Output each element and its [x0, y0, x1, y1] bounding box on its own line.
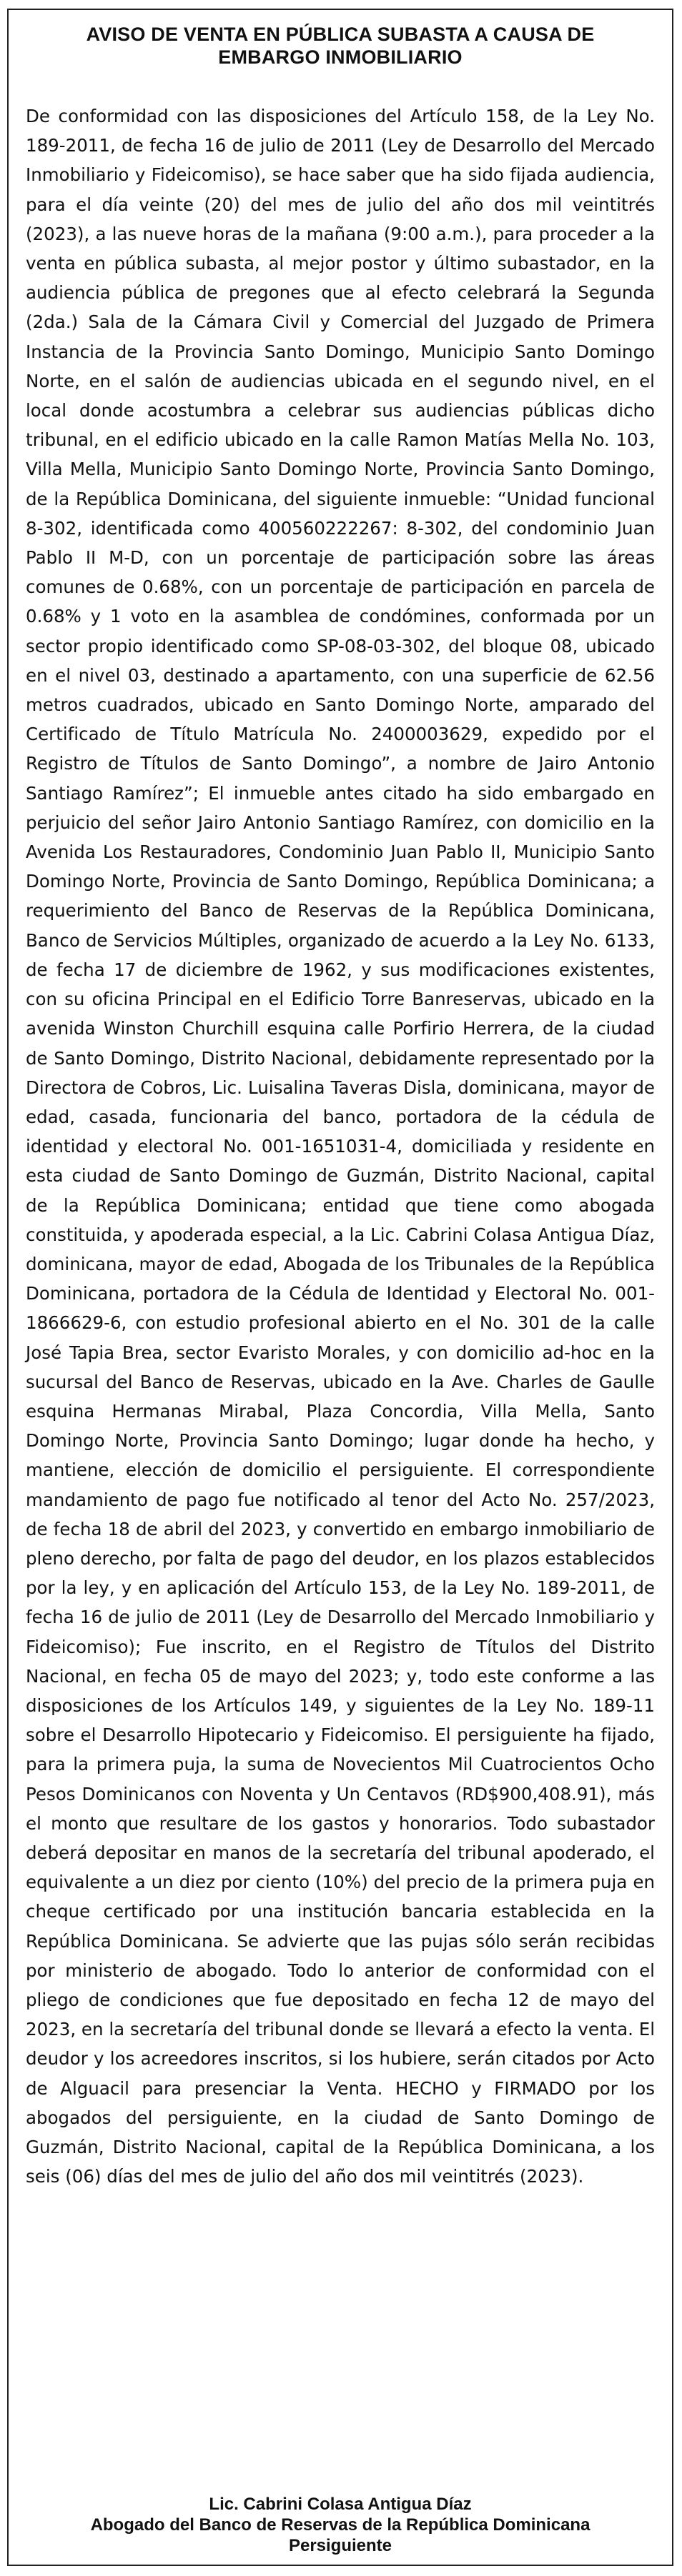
signature-party: Persiguiente — [288, 2536, 392, 2555]
legal-notice — [7, 9, 673, 2566]
notice-title-line-2: EMBARGO INMOBILIARIO — [218, 46, 463, 68]
signature-block — [9, 2494, 672, 2556]
signature-role: Abogado del Banco de Reservas de la República Dominicana — [90, 2515, 590, 2535]
notice-title-line-1: AVISO DE VENTA EN PÚBLICA SUBASTA A CAUSA DE — [86, 24, 595, 45]
signature-name: Lic. Cabrini Colasa Antigua Díaz — [209, 2495, 472, 2514]
notice-title — [37, 23, 643, 69]
notice-body: De conformidad con las disposiciones del Artículo 158, de la Ley No. 189-2011, de fecha 16 de julio de 2011 (Ley de Desarrollo del Mercado Inmobiliario y Fideicomiso), se hace saber que ha sido fijada audiencia, para el día veinte (20) del mes de julio del año dos mil veintitrés (2023), a las nueve horas de la mañana (9:00 a.m.), para proceder a la venta en pública subasta, al mejor postor y último subastador, en la audiencia pública de pregones que al efecto celebrará la Segunda (2da.) Sala de la Cámara Civil y Comercial del Juzgado de Primera Instancia de la Provincia Santo Domingo, Municipio Santo Domingo Norte, en el salón de audiencias ubicada en el segundo nivel, en el local donde acostumbra a celebrar sus audiencias públicas dicho tribunal, en el edificio ubicado en la calle Ramon Matías Mella No. 103, Villa Mella, Municipio Santo Domingo Norte, Provincia Santo Domingo, de la República Dominicana, del siguiente inmueble: “Unidad funcional 8-302, identificada como 400560222267: 8-302, del condominio Juan Pablo II M-D, con un porcentaje de participación sobre las áreas comunes de 0.68%, con un porcentaje de participación en parcela de 0.68% y 1 voto en la asamblea de condómines, conformada por un sector propio identificado como SP-08-03-302, del bloque 08, ubicado en el nivel 03, destinado a apartamento, con una superficie de 62.56 metros cuadrados, ubicado en Santo Domingo Norte, amparado del Certificado de Título Matrícula No. 2400003629, expedido por el Registro de Títulos de Santo Domingo”, a nombre de Jairo Antonio Santiago Ramírez”; El inmueble antes citado ha sido embargado en perjuicio del señor Jairo Antonio Santiago Ramírez, con domicilio en la Avenida Los Restauradores, Condominio Juan Pablo II, Municipio Santo Domingo Norte, Provincia de Santo Domingo, República Dominicana; a requerimiento del Banco de Reservas de la República Dominicana, Banco de Servicios Múltiples, organizado de acuerdo a la Ley No. 6133, de fecha 17 de diciembre de 1962, y sus modificaciones existentes, con su oficina Principal en el Edificio Torre Banreservas, ubicado en la avenida Winston Churchill esquina calle Porfirio Herrera, de la ciudad de Santo Domingo, Distrito Nacional, debidamente representado por la Directora de Cobros, Lic. Luisalina Taveras Disla, dominicana, mayor de edad, casada, funcionaria del banco, portadora de la cédula de identidad y electoral No. 001-1651031-4, domiciliada y residente en esta ciudad de Santo Domingo de Guzmán, Distrito Nacional, capital de la República Dominicana; entidad que tiene como abogada constituida, y apoderada especial, a la Lic. Cabrini Colasa Antigua Díaz, dominicana, mayor de edad, Abogada de los Tribunales de la República Dominicana, portadora de la Cédula de Identidad y Electoral No. 001-1866629-6, con estudio profesional abierto en el No. 301 de la calle José Tapia Brea, sector Evaristo Morales, y con domicilio ad-hoc en la sucursal del Banco de Reservas, ubicado en la Ave. Charles de Gaulle esquina Hermanas Mirabal, Plaza Concordia, Villa Mella, Santo Domingo Norte, Provincia Santo Domingo; lugar donde ha hecho, y mantiene, elección de domicilio el persiguiente. El correspondiente mandamiento de pago fue notificado al tenor del Acto No. 257/2023, de fecha 18 de abril del 2023, y convertido en embargo inmobiliario de pleno derecho, por falta de pago del deudor, en los plazos establecidos por la ley, y en aplicación del Artículo 153, de la Ley No. 189-2011, de fecha 16 de julio de 2011 (Ley de Desarrollo del Mercado Inmobiliario y Fideicomiso); Fue inscrito, en el Registro de Títulos del Distrito Nacional, en fecha 05 de mayo del 2023; y, todo este conforme a las disposiciones de los Artículos 149, y siguientes de la Ley No. 189-11 sobre el Desarrollo Hipotecario y Fideicomiso. El persiguiente ha fijado, para la primera puja, la suma de Novecientos Mil Cuatrocientos Ocho Pesos Dominicanos con Noventa y Un Centavos (RD$900,408.91), más el monto que resultare de los gastos y honorarios. Todo subastador deberá depositar en manos de la secretaría del tribunal apoderado, el equivalente a un diez por ciento (10%) del precio de la primera puja en cheque certificado por una institución bancaria establecida en la República Dominicana. Se advierte que las pujas sólo serán recibidas por ministerio de abogado. Todo lo anterior de conformidad con el pliego de condiciones que fue depositado en fecha 12 de mayo del 2023, en la secretaría del tribunal donde se llevará a efecto la venta. El deudor y los acreedores inscritos, si los hubiere, serán citados por Acto de Alguacil para presenciar la Venta. HECHO y FIRMADO por los abogados del persiguiente, en la ciudad de Santo Domingo de Guzmán, Distrito Nacional, capital de la República Dominicana, a los seis (06) días del mes de julio del año dos mil veintitrés (2023). — [26, 106, 655, 2187]
